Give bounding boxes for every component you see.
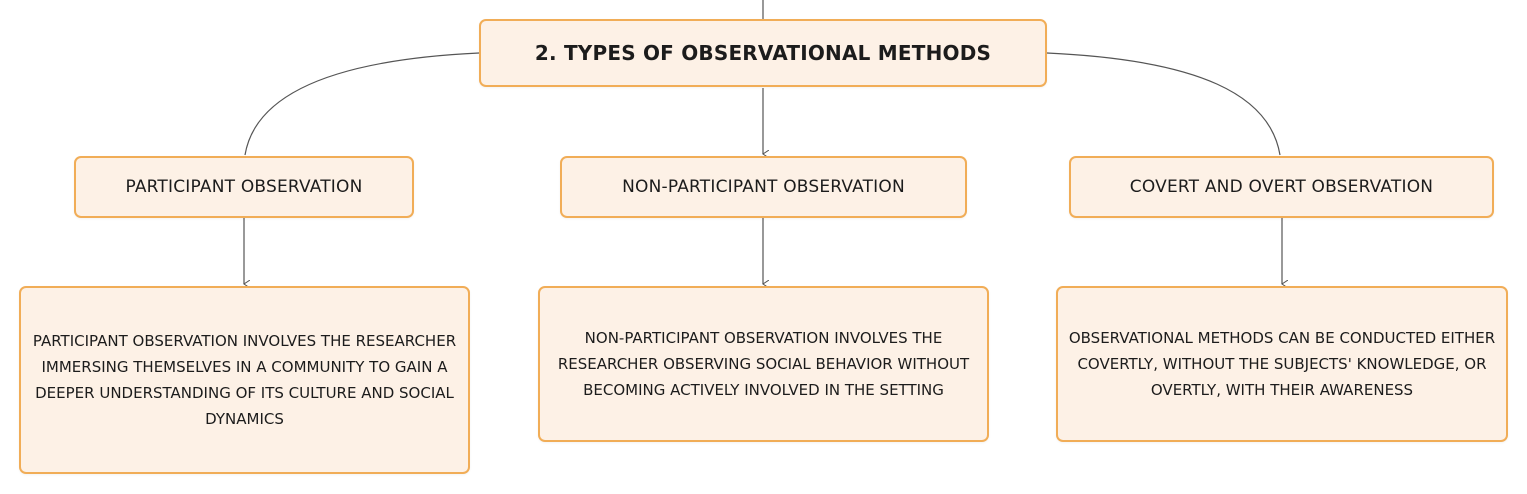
- topic-node-participant-observation[interactable]: [74, 156, 414, 218]
- topic-node-label: NON-PARTICIPANT OBSERVATION: [622, 177, 905, 197]
- detail-node-text: PARTICIPANT OBSERVATION INVOLVES THE RESEARCHER IMMERSING THEMSELVES IN A COMMUNITY TO GAIN A DEEPER UNDERSTANDING OF ITS CULTURE AND SOCIAL DYNAMICS: [32, 332, 457, 428]
- root-node[interactable]: [479, 19, 1047, 87]
- topic-node-non-participant-observation[interactable]: [560, 156, 967, 218]
- topic-node-covert-and-overt-observation[interactable]: [1069, 156, 1494, 218]
- topic-node-label: PARTICIPANT OBSERVATION: [125, 177, 363, 197]
- connector-root-to-topic-0: [245, 53, 479, 155]
- detail-node-text: NON-PARTICIPANT OBSERVATION INVOLVES THE RESEARCHER OBSERVING SOCIAL BEHAVIOR WITHOUT BECOMING ACTIVELY INVOLVED IN THE SETTING: [557, 329, 970, 399]
- detail-node-participant-observation[interactable]: [19, 286, 470, 474]
- detail-node-non-participant-observation[interactable]: [538, 286, 989, 442]
- topic-node-label: COVERT AND OVERT OBSERVATION: [1129, 177, 1434, 197]
- detail-node-text: OBSERVATIONAL METHODS CAN BE CONDUCTED EITHER COVERTLY, WITHOUT THE SUBJECTS' KNOWLEDGE, OR OVERTLY, WITH THEIR AWARENESS: [1068, 329, 1496, 399]
- detail-node-covert-and-overt-observation[interactable]: [1056, 286, 1508, 442]
- connector-root-to-topic-2: [1047, 53, 1280, 155]
- root-node-label: 2. TYPES OF OBSERVATIONAL METHODS: [534, 41, 992, 65]
